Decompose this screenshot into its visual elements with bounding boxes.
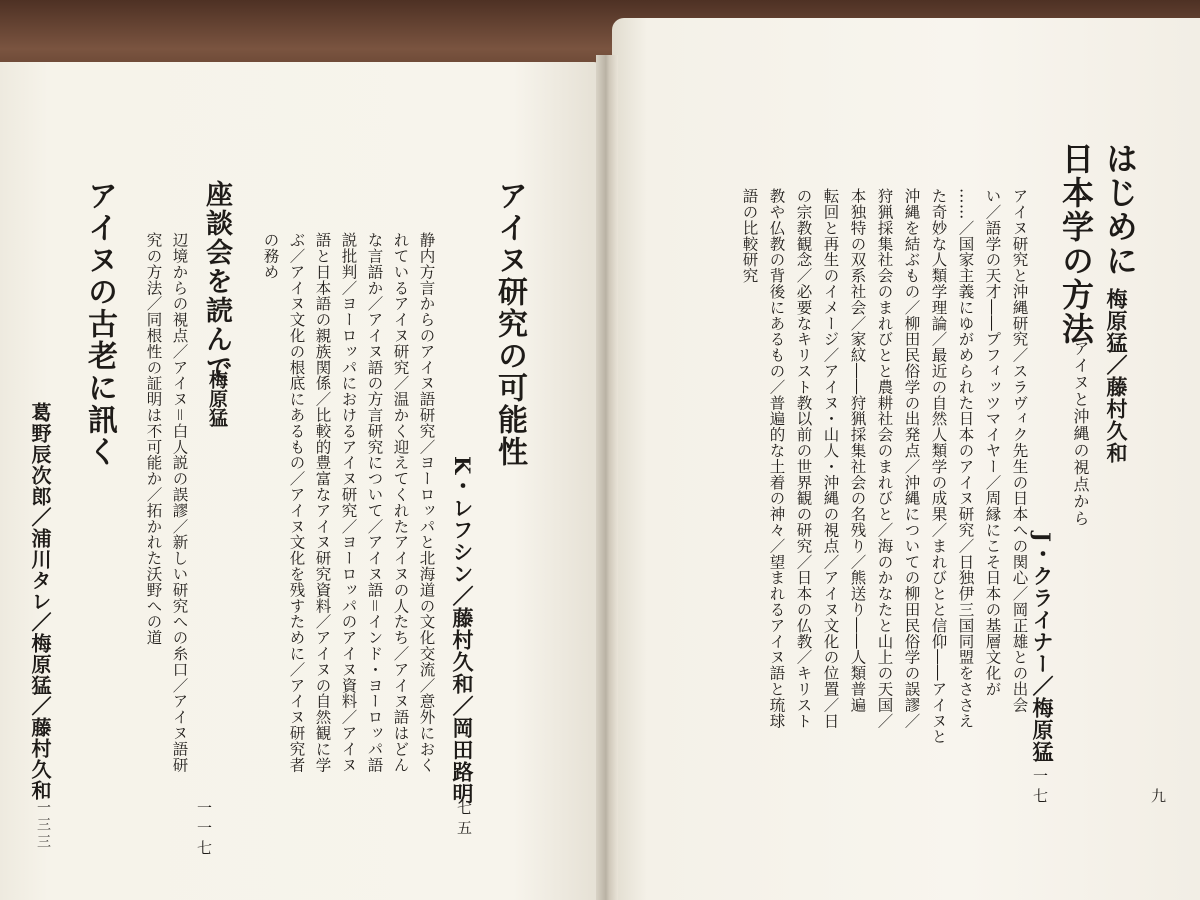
section2-page-ref: 一一七: [195, 800, 213, 860]
section-title-roundtable: 座談会を読んで: [201, 180, 232, 383]
toc-line: 究の方法／同根性の証明は不可能か／拓かれた沃野への道: [144, 232, 163, 646]
intro-author: 梅原猛／藤村久和: [1104, 288, 1129, 464]
toc-line: 語の比較研究: [740, 188, 759, 284]
section2-author: 梅原猛: [206, 370, 228, 427]
toc-line: ……／国家主義にゆがめられた日本のアイヌ研究／日独伊三国同盟をささえ: [956, 188, 975, 729]
toc-line: の宗教観念／必要なキリスト教以前の世界観の研究／日本の仏教／キリスト: [794, 188, 813, 729]
toc-line: 本独特の双系社会／家紋――狩猟採集社会の名残り／熊送り――人類普遍: [848, 188, 867, 713]
section1-page-ref: 七五: [455, 800, 473, 840]
section1-author: K・レフシン／藤村久和／岡田路明: [450, 456, 475, 806]
section3-page-ref: 一三三: [35, 800, 51, 851]
section-author: J・クライナー／梅原猛: [1030, 532, 1055, 763]
toc-line: アイヌ研究と沖縄研究／スラヴィク先生の日本への関心／岡正雄との出会: [1010, 188, 1029, 713]
toc-line: 狩猟採集社会のまれびとと農耕社会のまれびと／海のかなたと山上の天国／: [875, 188, 894, 729]
toc-line: 転回と再生のイメージ／アイヌ・山人・沖縄の視点／アイヌ文化の位置／日: [821, 188, 840, 729]
toc-line: ぶ／アイヌ文化の根底にあるもの／アイヌ文化を残すために／アイヌ研究者: [287, 232, 306, 773]
section-subtitle: アイヌと沖縄の視点から: [1071, 340, 1090, 527]
toc-line: な言語か／アイヌ語の方言研究について／アイヌ語＝インド・ヨーロッパ語: [365, 232, 384, 773]
toc-line: 静内方言からのアイヌ語研究／ヨーロッパと北海道の文化交流／意外におく: [417, 232, 436, 773]
page-number: 九: [1149, 788, 1167, 808]
toc-line: 教や仏教の背後にあるもの／普遍的な土着の神々／望まれるアイヌ語と琉球: [767, 188, 786, 729]
section-title-ainu-research: アイヌ研究の可能性: [492, 180, 527, 468]
toc-line: い／語学の天才――プフィッツマイヤー／周縁にこそ日本の基層文化が: [983, 188, 1002, 697]
toc-line: た奇妙な人類学理論／最近の自然人類学の成果／まれびとと信仰――アイヌと: [929, 188, 948, 745]
toc-line: 語と日本語の親族関係／比較的豊富なアイヌ研究資料／アイヌの自然観に学: [313, 232, 332, 773]
toc-line: 辺境からの視点／アイヌ＝白人説の誤謬／新しい研究への糸口／アイヌ語研: [170, 232, 189, 773]
intro-title: はじめに: [1101, 142, 1139, 278]
toc-line: れているアイヌ研究／温かく迎えてくれたアイヌの人たち／アイヌ語はどん: [391, 232, 410, 773]
toc-line: 説批判／ヨーロッパにおけるアイヌ研究／ヨーロッパのアイヌ資料／アイヌ: [339, 232, 358, 773]
section3-author: 葛野辰次郎／浦川タレ／梅原猛／藤村久和: [28, 402, 52, 801]
section-page-ref: 一七: [1031, 768, 1049, 808]
toc-line: 沖縄を結ぶもの／柳田民俗学の出発点／沖縄についての柳田民俗学の誤謬／: [902, 188, 921, 729]
toc-line: の務め: [261, 232, 280, 280]
book-gutter: [596, 55, 618, 900]
section-title-japanology: 日本学の方法: [1057, 142, 1095, 346]
section-title-elders: アイヌの古老に訊く: [82, 180, 117, 468]
